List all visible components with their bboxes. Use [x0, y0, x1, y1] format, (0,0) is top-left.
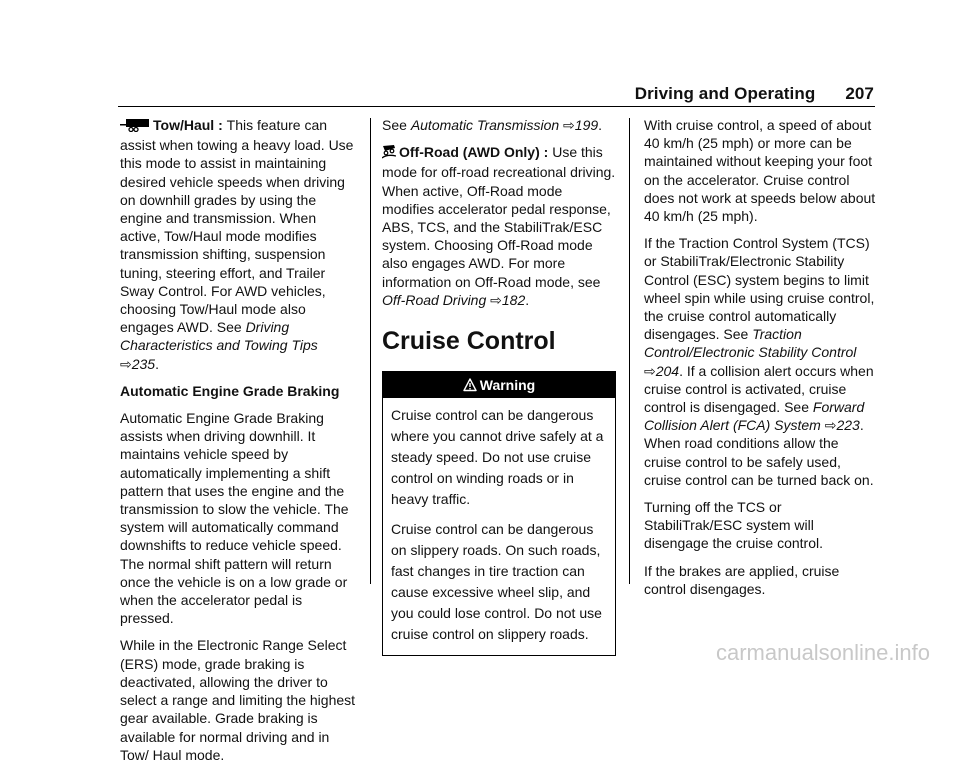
see-prefix: See — [382, 117, 411, 133]
fca-reference-link[interactable]: Forward Collision Alert (FCA) System — [644, 399, 865, 434]
watermark: carmanualsonline.info — [715, 640, 930, 665]
transmission-reference-link[interactable]: Automatic Transmission — [410, 117, 560, 133]
cruise-paragraph-4: If the brakes are applied, cruise control disengages. — [644, 562, 840, 597]
warning-box — [382, 371, 616, 656]
header-section-title: Driving and Operating — [634, 84, 816, 103]
resume-text: When road conditions allow the cruise control to be safely used, cruise control can be turned back on. — [644, 435, 874, 488]
column-2 — [382, 116, 616, 656]
towhaul-reference-link[interactable]: Driving Characteristics and Towing Tips — [120, 319, 318, 354]
towhaul-paragraph: Tow/Haul : This feature can assist when towing a heavy load. Use this mode to assist in maintaining desired vehicle speeds when driving on downhill grades by using the engine and transmission. When active, Tow/Haul mode modifies transmission shifting, suspension tuning, steering effort, and Trailer Sway Control. For AWD vehicles, choosing Tow/Haul mode also engages AWD. See Driving Characteristics and Towing Tips ⇨235. — [120, 117, 354, 372]
warning-body — [383, 398, 615, 655]
reference-arrow-icon: ⇨ — [490, 291, 502, 308]
off-road-vehicle-icon — [382, 144, 396, 163]
offroad-separator: : — [539, 144, 553, 161]
cruise-paragraph-3: Turning off the TCS or StabiliTrak/ESC system will disengage the cruise control. — [644, 499, 823, 552]
column-1 — [120, 116, 356, 773]
column-divider-2 — [629, 118, 630, 584]
header-rule — [118, 106, 875, 107]
reference-arrow-icon: ⇨ — [824, 417, 837, 434]
towhaul-text: This feature can assist when towing a heavy load. Use this mode to assist in maintaining desired vehicle speeds when driving on downhill grades by using the engine and transmission. When active, Tow/Haul mode modifies transmission shifting, suspension tuning, steering effort, and Trailer Sway Control. For AWD vehicles, choosing Tow/Haul mode also engages AWD. See — [120, 117, 354, 336]
aegb-paragraph: Automatic Engine Grade Braking assists when driving downhill. It maintains vehicle speed by automatically implementing a shift pattern that uses the engine and the transmission to slow the vehicle. The system will automatically command downshifts to reduce vehicle speed. The normal shift pattern will return once the vehicle is on a low grade or when the accelerator pedal is pressed. — [120, 410, 349, 627]
towhaul-title: Tow/Haul — [153, 117, 215, 133]
offroad-title: Off-Road (AWD Only) — [399, 144, 540, 161]
warning-label: Warning — [479, 377, 536, 394]
tcs-text: If the Traction Control System (TCS) or StabiliTrak/Electronic Stability Control (ESC) system begins to limit wheel spin while using cruise control, the cruise control automatically disengages. See — [644, 235, 875, 343]
offroad-reference-link[interactable]: Off-Road Driving — [382, 291, 487, 308]
see-transmission-line: See Automatic Transmission ⇨199. — [382, 117, 603, 133]
towhaul-separator: : — [214, 117, 227, 133]
warning-paragraph-1: Cruise control can be dangerous where you cannot drive safely at a steady speed. Do not use cruise control on winding roads or in heavy traffic. — [391, 407, 604, 508]
truck-trailer-icon — [120, 118, 150, 136]
transmission-reference-page[interactable]: 199 — [574, 117, 599, 133]
offroad-paragraph: Off-Road (AWD Only) : Use this mode for off-road recreational driving. When active, Off-Road mode modifies accelerator pedal response, ABS, TCS, and the StabiliTrak/ESC system. Choosing Off-Road mode also engages AWD. For more information on Off-Road mode, see Off-Road Driving ⇨182. — [382, 144, 616, 308]
column-3 — [644, 116, 876, 607]
ers-paragraph: While in the Electronic Range Select (ERS) mode, grade braking is deactivated, allowing the driver to select a range and limiting the highest gear available. Grade braking is available for normal driving and in Tow/ Haul mode. — [120, 637, 356, 763]
section-title-cruise-control: Cruise Control — [382, 327, 556, 356]
tcs-reference-link[interactable]: Traction Control/Electronic Stability Control — [644, 326, 857, 361]
tcs-reference-page[interactable]: 204 — [655, 362, 680, 379]
reference-arrow-icon: ⇨ — [120, 355, 132, 372]
warning-paragraph-2: Cruise control can be dangerous on slippery roads. On such roads, fast changes in tire traction can cause excessive wheel slip, and you could lose control. Do not use cruise control on slippery roads. — [391, 521, 602, 643]
fca-reference-page[interactable]: 223 — [836, 417, 860, 434]
cruise-paragraph-1: With cruise control, a speed of about 40 km/h (25 mph) or more can be maintained without keeping your foot on the accelerator. Cruise control does not work at speeds below about 40 km/h (25 mph). — [644, 117, 876, 225]
warning-triangle-icon — [463, 374, 477, 400]
fca-text: If a collision alert occurs when cruise control is activated, cruise control is disengaged. See — [644, 362, 874, 416]
warning-header — [383, 372, 615, 398]
aegb-title: Automatic Engine Grade Braking — [120, 382, 340, 399]
column-divider-1 — [370, 118, 371, 584]
header-page-number: 207 — [845, 84, 874, 103]
towhaul-reference-page[interactable]: 235 — [131, 355, 156, 372]
reference-arrow-icon: ⇨ — [644, 362, 656, 379]
reference-arrow-icon: ⇨ — [563, 117, 575, 133]
page-header — [635, 84, 874, 104]
offroad-text: Use this mode for off-road recreational driving. When active, Off-Road mode modifies accelerator pedal response, ABS, TCS, and the StabiliTrak/ESC system. Choosing Off-Road mode also engages AWD. For more information on Off-Road mode, see — [382, 144, 616, 290]
cruise-paragraph-2: If the Traction Control System (TCS) or StabiliTrak/Electronic Stability Control (ESC) system begins to limit wheel spin while using cruise control, the cruise control automatically disengages. See Traction Control/Electronic Stability Control ⇨204. If a collision alert occurs when cruise control is activated, cruise control is disengaged. See Forward Collision Alert (FCA) System ⇨223. When road conditions allow the cruise control to be safely used, cruise control can be turned back on. — [644, 235, 875, 488]
offroad-reference-page[interactable]: 182 — [501, 291, 526, 308]
